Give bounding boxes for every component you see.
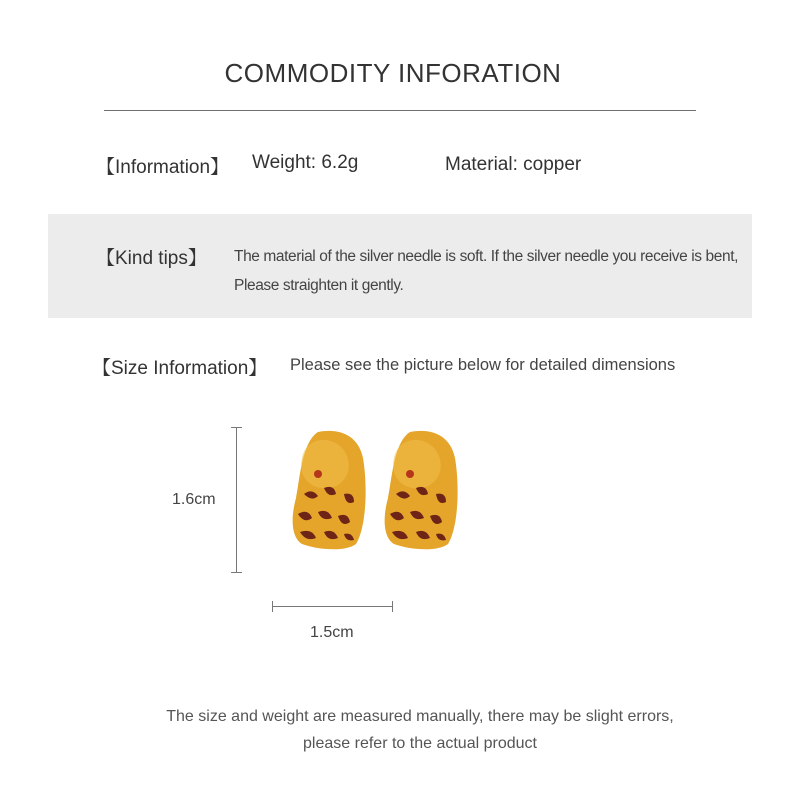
- leopard-earrings-icon: [288, 428, 468, 552]
- height-dimension-label: 1.6cm: [172, 491, 216, 508]
- weight-value: Weight: 6.2g: [252, 152, 359, 173]
- kind-tips-line-1: The material of the silver needle is soft. If the silver needle you receive is bent,: [234, 248, 739, 265]
- title-divider: [104, 110, 696, 111]
- page-title: COMMODITY INFORATION: [224, 58, 562, 88]
- height-dimension-line: [236, 427, 237, 572]
- width-dimension-line: [272, 606, 393, 607]
- disclaimer: [0, 703, 800, 757]
- material-value: Material: copper: [445, 154, 582, 175]
- information-tag: 【Information】: [96, 157, 230, 178]
- disclaimer-line-1: The size and weight are measured manually, there may be slight errors,: [166, 708, 674, 725]
- size-information-tag: 【Size Information】: [92, 358, 268, 379]
- left-earring: [293, 431, 366, 549]
- size-information-note: Please see the picture below for detailed dimensions: [290, 356, 676, 374]
- width-dimension-label: 1.5cm: [310, 624, 354, 641]
- kind-tips-tag: 【Kind tips】: [96, 248, 207, 269]
- width-dimension-cap-right: [392, 601, 393, 612]
- kind-tips-text: [234, 242, 739, 300]
- disclaimer-line-2: please refer to the actual product: [303, 735, 537, 752]
- right-earring: [385, 431, 458, 549]
- kind-tips-line-2: Please straighten it gently.: [234, 277, 404, 294]
- height-dimension-cap-bottom: [231, 572, 242, 573]
